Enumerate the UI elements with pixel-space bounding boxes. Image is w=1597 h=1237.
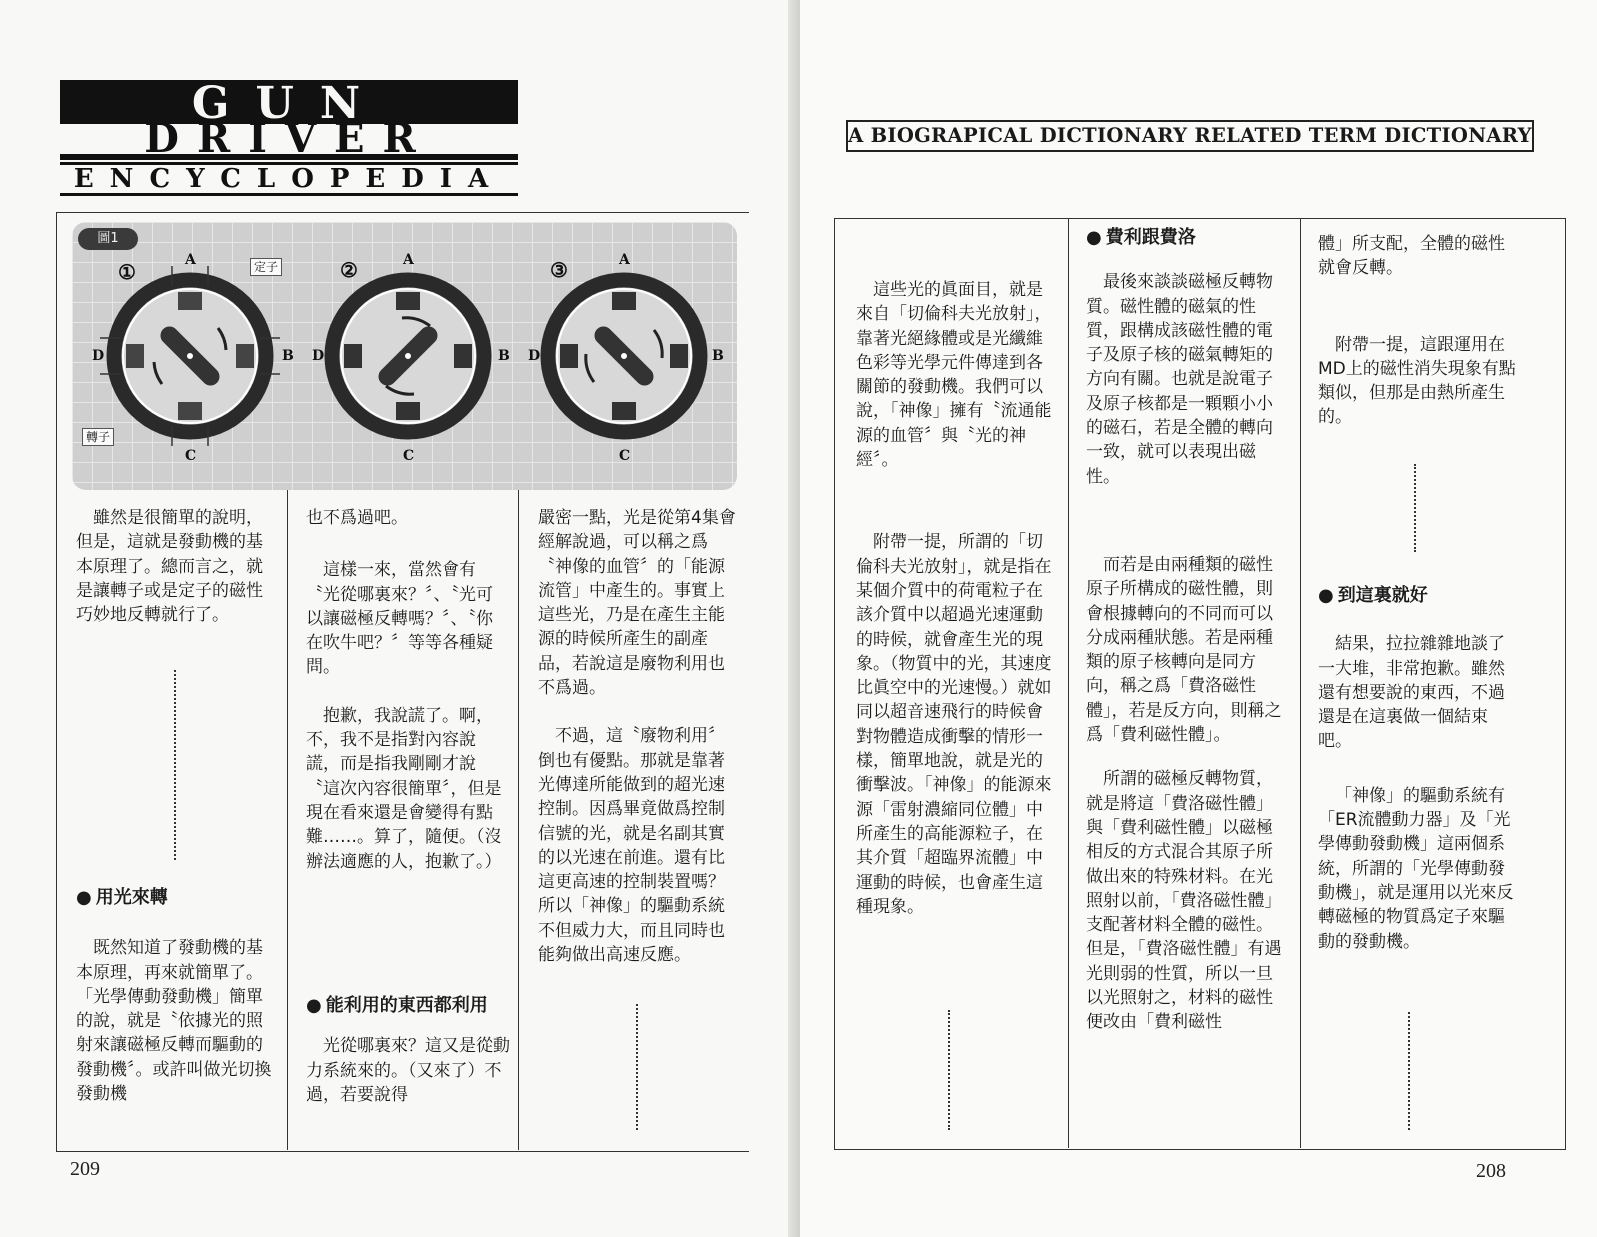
logo-encyclopedia: ENCYCLOPEDIA [60, 162, 518, 196]
paragraph: 既然知道了發動機的基本原理，再來就簡單了。「光學傳動發動機」簡單的說，就是〝依據光的照射來讓磁極反轉而驅動的發動機〞。或許叫做光切換發動機 [76, 938, 272, 1105]
paragraph: 所謂的磁極反轉物質，就是將這「費洛磁性體」與「費利磁性體」以磁極相反的方式混合其原子所做出來的特殊材料。在光照射以前，「費洛磁性體」支配著材料全體的磁性。但是，「費洛磁性體」有遇光則弱的性質，所以一旦以光照射之，材料的磁性便改由「費利磁性 [1086, 769, 1282, 1033]
paragraph: 嚴密一點，光是從第4集會經解說過，可以稱之爲〝神像的血管〞的「能源流管」中產生的。事實上這些光，乃是在產生主能源的時候所產生的副產品，若說這是廢物利用也不爲過。 [538, 508, 736, 699]
figure-num-2: ② [340, 258, 358, 282]
motor-diagram-figure [72, 222, 737, 490]
motor-2 [332, 280, 484, 432]
paragraph: 而若是由兩種類的磁性原子所構成的磁性體，則會根據轉向的不同而可以分成兩種狀態。若是兩種類的原子核轉向是同方向，稱之爲「費洛磁性體」，若是反方向，則稱之爲「費利磁性體」。 [1086, 554, 1282, 746]
label-d: D [528, 348, 541, 364]
paragraph: 這些光的眞面目，就是來自「切倫科夫光放射」，靠著光絕緣體或是光纖維色彩等光學元件傳達到各關節的發動機。我們可以說，「神像」擁有〝流通能源的血管〞與〝光的神經〞。 [856, 280, 1052, 471]
label-d: D [92, 348, 105, 364]
label-c: C [403, 448, 415, 464]
paragraph: 光從哪裏來？這又是從動力系統來的。（又來了）不過，若要說得 [306, 1036, 510, 1105]
label-c: C [185, 448, 197, 464]
left-column-3 [538, 506, 736, 967]
column-divider [287, 490, 288, 1150]
left-column-2 [306, 506, 506, 874]
column-divider [1068, 218, 1069, 1148]
dotted-separator [948, 1010, 950, 1130]
dictionary-header: A BIOGRAPICAL DICTIONARY RELATED TERM DICTIONARY [846, 120, 1534, 152]
dotted-separator [1414, 464, 1416, 552]
stator-label: 定子 [250, 258, 282, 276]
right-column-3 [1318, 232, 1518, 430]
left-column-2-lower [306, 994, 516, 1107]
paragraph: 體」所支配，全體的磁性就會反轉。 [1318, 234, 1505, 279]
label-a: A [619, 252, 630, 268]
right-column-1 [856, 278, 1056, 919]
paragraph: 也不爲過吧。 [306, 508, 408, 528]
rotor-label: 轉子 [82, 428, 114, 446]
section-heading: ● 到這裏就好 [1318, 584, 1518, 608]
paragraph: 抱歉，我說謊了。啊，不，我不是指對內容說謊，而是指我剛剛才說〝這次內容很簡單〞，但是現在看來還是會變得有點難……。算了，隨便。（沒辦法適應的人，抱歉了。） [306, 705, 502, 872]
page-number-left: 209 [70, 1158, 100, 1180]
page-number-right: 208 [1476, 1160, 1506, 1182]
paragraph: 最後來談談磁極反轉物質。磁性體的磁氣的性質，跟構成該磁性體的電子及原子核的磁氣轉矩的方向有關。也就是說電子及原子核都是一顆顆小小的磁石，若是全體的轉向一致，就可以表現出磁性。 [1086, 272, 1273, 487]
label-b: B [498, 348, 510, 364]
gun-driver-encyclopedia-logo [60, 80, 518, 194]
column-divider [518, 490, 519, 1150]
section-heading: ● 費利跟費洛 [1086, 226, 1282, 250]
right-column-3-lower [1318, 584, 1518, 954]
figure-num-1: ① [118, 260, 136, 284]
label-a: A [185, 252, 196, 268]
section-heading: ● 能利用的東西都利用 [306, 994, 516, 1018]
figure-tab: 圖1 [78, 228, 138, 250]
logo-driver: DRIVER [60, 124, 518, 160]
label-d: D [312, 348, 325, 364]
figure-num-3: ③ [550, 258, 568, 282]
section-heading: ● 用光來轉 [76, 886, 274, 910]
paragraph: 「神像」的驅動系統有「ER流體動力器」及「光學傳動發動機」這兩個系統，所謂的「光學傳動發動機」，就是運用以光來反轉磁極的物質爲定子來驅動的發動機。 [1318, 785, 1514, 952]
label-a: A [403, 252, 414, 268]
left-column-1-lower [76, 886, 274, 1106]
dotted-separator [1408, 1012, 1410, 1130]
logo-gun: GUN [60, 80, 518, 124]
right-column-2 [1086, 226, 1282, 1035]
dotted-separator [174, 670, 176, 860]
label-b: B [712, 348, 724, 364]
paragraph: 這樣一來，當然會有〝光從哪裏來？〞、〝光可以讓磁極反轉嗎？〞、〝你在吹牛吧？〞等等各種疑問。 [306, 560, 493, 678]
motor-3 [548, 280, 700, 432]
paragraph: 結果，拉拉雜雜地談了一大堆，非常抱歉。雖然還有想要說的東西，不過還是在這裏做一個結束吧。 [1318, 634, 1505, 752]
left-column-1 [76, 506, 274, 627]
label-c: C [619, 448, 631, 464]
dotted-separator [636, 1004, 638, 1130]
right-page [800, 0, 1597, 1237]
motor-1 [100, 266, 280, 446]
column-divider [1300, 218, 1301, 1148]
paragraph: 雖然是很簡單的說明，但是，這就是發動機的基本原理了。總而言之，就是讓轉子或是定子的磁性巧妙地反轉就行了。 [76, 508, 263, 626]
paragraph: 附帶一提，所謂的「切倫科夫光放射」，就是指在某個介質中的荷電粒子在該介質中以超過光速運動的時候，就會產生光的現象。（物質中的光，其速度比眞空中的光速慢。）就如同以超音速飛行的時候會對物體造成衝擊的情形一樣，簡單地說，就是光的衝擊波。「神像」的能源來源「雷射濃縮同位體」中所產生的高能源粒子，在其介質「超臨界流體」中運動的時候，也會產生這種現象。 [856, 532, 1052, 917]
paragraph: 附帶一提，這跟運用在MD上的磁性消失現象有點類似，但那是由熱所產生的。 [1318, 334, 1516, 428]
label-b: B [282, 348, 294, 364]
paragraph: 不過，這〝廢物利用〞倒也有優點。那就是靠著光傳達所能做到的超光速控制。因爲畢竟做爲控制信號的光，就是名副其實的以光速在前進。還有比這更高速的控制裝置嗎？所以「神像」的驅動系統不但威力大，而且同時也能夠做出高速反應。 [538, 726, 725, 966]
